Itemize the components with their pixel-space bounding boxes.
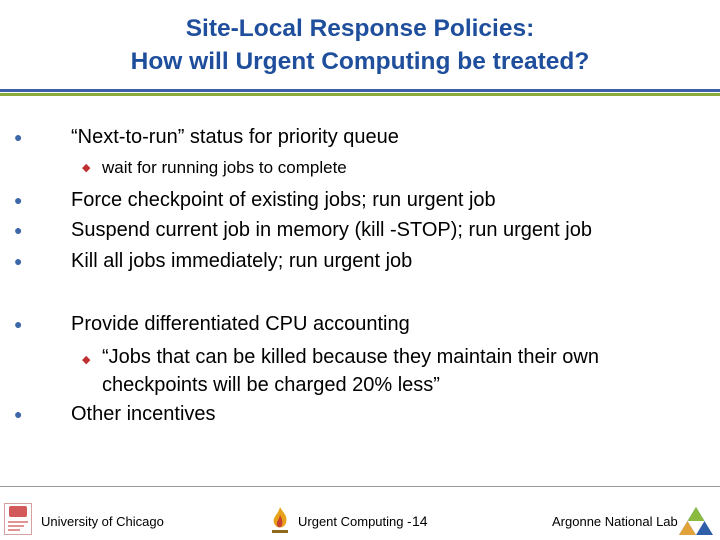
diamond-bullet-icon: ◆ bbox=[82, 162, 91, 174]
bullet-text: “Next-to-run” status for priority queue bbox=[71, 126, 399, 148]
footer-argonne: Argonne National Lab bbox=[552, 514, 678, 529]
diamond-bullet-icon: ◆ bbox=[82, 354, 91, 366]
sub-bullet-text: wait for running jobs to complete bbox=[102, 158, 347, 177]
round-bullet-icon: ● bbox=[14, 192, 23, 208]
footer-university: University of Chicago bbox=[41, 514, 164, 529]
footer-divider bbox=[0, 486, 720, 487]
title-rule-green bbox=[0, 93, 720, 96]
round-bullet-icon: ● bbox=[14, 222, 23, 238]
sub-bullet-text-line-2: checkpoints will be charged 20% less” bbox=[102, 374, 440, 396]
flame-logo bbox=[268, 505, 292, 535]
round-bullet-icon: ● bbox=[14, 253, 23, 269]
argonne-triangle-logo bbox=[677, 505, 715, 537]
round-bullet-icon: ● bbox=[14, 406, 23, 422]
footer-title: Urgent Computing - bbox=[298, 514, 412, 529]
sub-bullet-text-line-1: “Jobs that can be killed because they maintain their own bbox=[102, 346, 599, 368]
bullet-text: Provide differentiated CPU accounting bbox=[71, 313, 410, 335]
bullet-text: Kill all jobs immediately; run urgent job bbox=[71, 250, 413, 272]
bullet-text: Force checkpoint of existing jobs; run urgent job bbox=[71, 189, 496, 211]
slide-title-line-2: How will Urgent Computing be treated? bbox=[130, 48, 590, 75]
round-bullet-icon: ● bbox=[14, 129, 23, 145]
bullet-text: Suspend current job in memory (kill -STOP); run urgent job bbox=[71, 219, 592, 241]
slide-title-line-1: Site-Local Response Policies: bbox=[185, 15, 535, 42]
round-bullet-icon: ● bbox=[14, 316, 23, 332]
title-rule-blue bbox=[0, 89, 720, 92]
page-number: 14 bbox=[412, 513, 428, 529]
university-of-chicago-logo bbox=[4, 503, 32, 535]
slide-title bbox=[0, 12, 720, 78]
bullet-text: Other incentives bbox=[71, 403, 216, 425]
